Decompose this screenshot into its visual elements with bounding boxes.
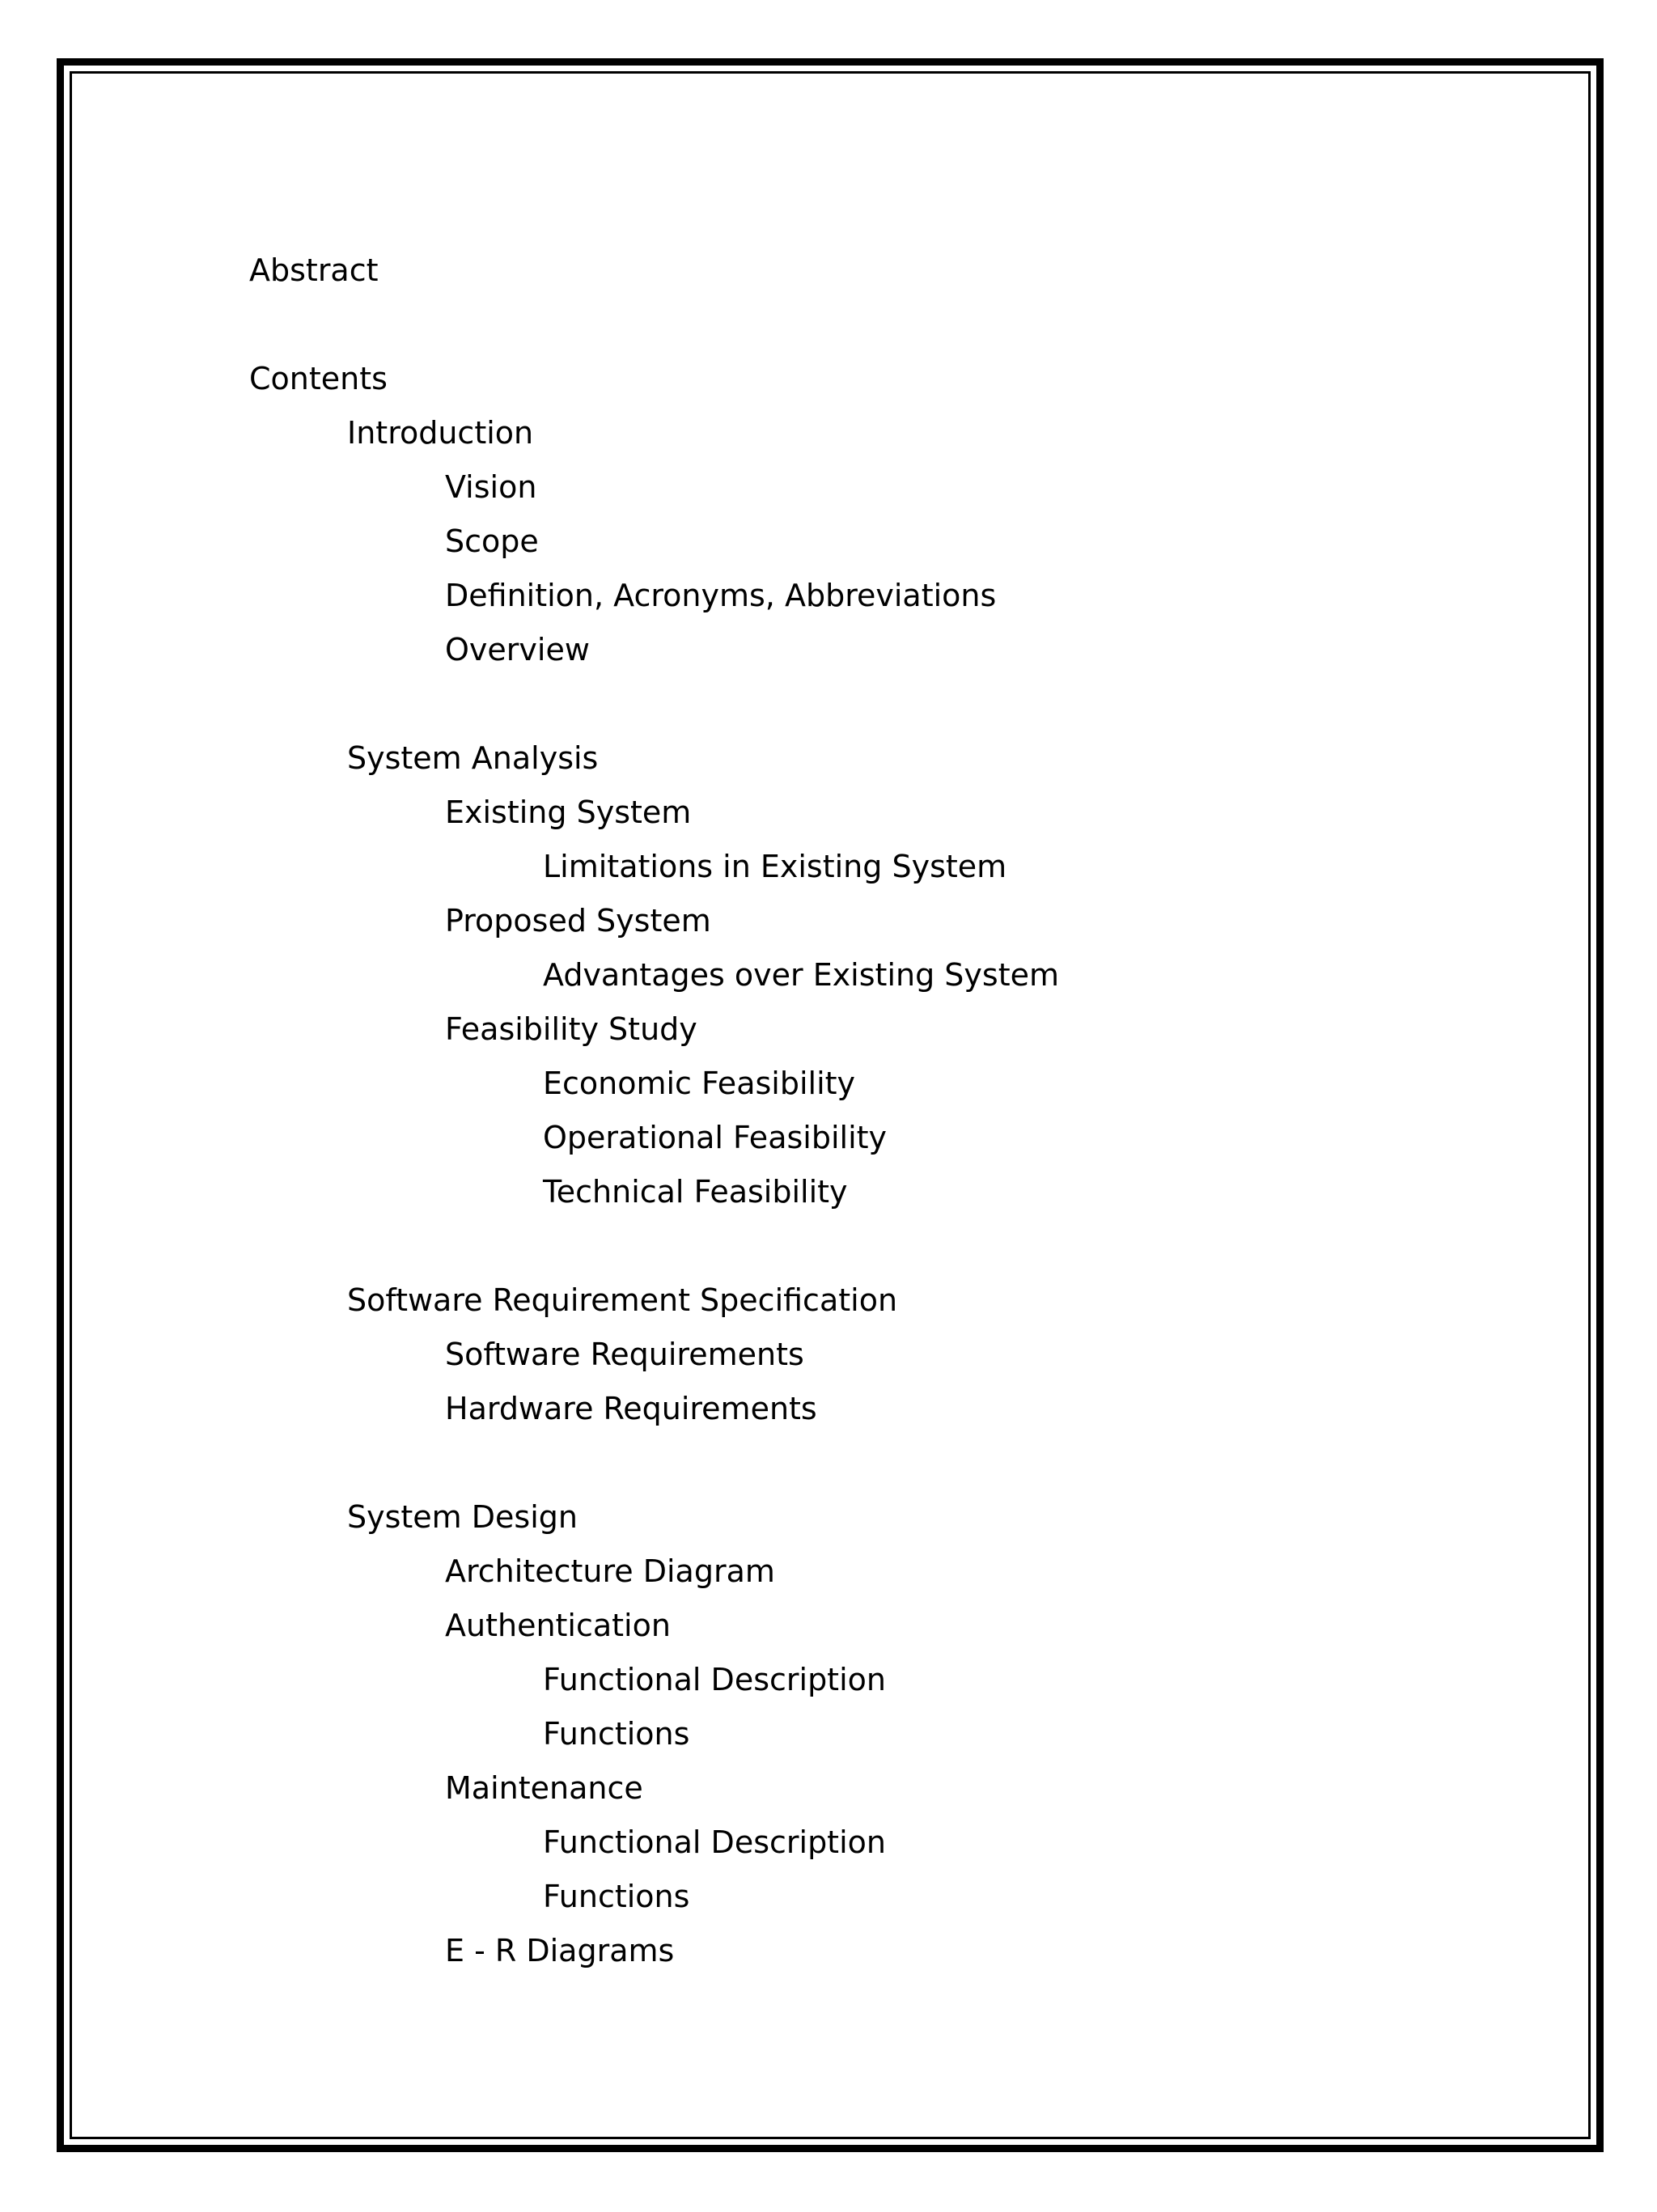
- toc-item-existing-system: Existing System: [445, 795, 692, 830]
- toc-section-srs: Software Requirement Specification: [347, 1282, 898, 1318]
- toc-item-technical-feasibility: Technical Feasibility: [543, 1174, 848, 1210]
- toc-item-architecture-diagram: Architecture Diagram: [445, 1553, 775, 1589]
- toc-item-advantages: Advantages over Existing System: [543, 957, 1059, 993]
- toc-item-definitions: Definition, Acronyms, Abbreviations: [445, 578, 997, 613]
- toc-item-maintenance: Maintenance: [445, 1770, 643, 1806]
- toc-item-auth-functions: Functions: [543, 1716, 690, 1752]
- toc-item-software-requirements: Software Requirements: [445, 1337, 804, 1372]
- toc-item-hardware-requirements: Hardware Requirements: [445, 1391, 817, 1426]
- toc-item-feasibility-study: Feasibility Study: [445, 1011, 697, 1047]
- toc-abstract: Abstract: [249, 252, 379, 288]
- toc-item-proposed-system: Proposed System: [445, 903, 711, 939]
- toc-item-maint-functions: Functions: [543, 1879, 690, 1914]
- toc-item-maint-functional-description: Functional Description: [543, 1824, 886, 1860]
- toc-section-introduction: Introduction: [347, 415, 534, 451]
- toc-item-auth-functional-description: Functional Description: [543, 1662, 886, 1697]
- toc-item-operational-feasibility: Operational Feasibility: [543, 1120, 888, 1155]
- toc-item-er-diagrams: E - R Diagrams: [445, 1933, 675, 1968]
- toc-item-scope: Scope: [445, 523, 539, 559]
- toc-item-authentication: Authentication: [445, 1608, 671, 1643]
- toc-section-system-analysis: System Analysis: [347, 740, 599, 776]
- toc-item-vision: Vision: [445, 469, 537, 505]
- toc-item-economic-feasibility: Economic Feasibility: [543, 1066, 856, 1101]
- toc-contents-heading: Contents: [249, 361, 388, 396]
- toc-item-overview: Overview: [445, 632, 590, 667]
- toc-item-limitations: Limitations in Existing System: [543, 849, 1007, 884]
- toc-section-system-design: System Design: [347, 1499, 578, 1535]
